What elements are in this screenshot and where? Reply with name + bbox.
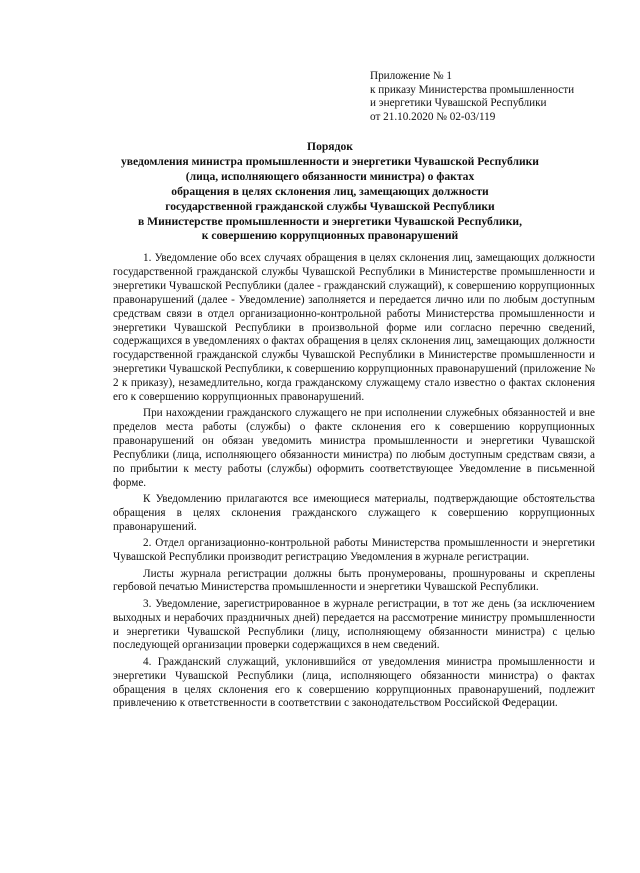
approval-line-order: к приказу Министерства промышленности [370, 83, 575, 96]
approval-line-ministry: и энергетики Чувашской Республики [370, 97, 547, 110]
title-line: уведомления министра промышленности и энергетики Чувашской Республики [121, 154, 539, 168]
title-line: Порядок [307, 140, 353, 153]
title-line: государственной гражданской службы Чувашской Республики [165, 199, 495, 213]
paragraph-1: 1. Уведомление обо всех случаях обращения в целях склонения лиц, замещающих должности государственной гражданской службы Чувашской Республики в Министерстве промышленности и энергетики Чувашской Республики (далее - гражданский служащий), к совершению коррупционных правонарушений (далее - Уведомление) заполняется и передается лично или по любым доступным средствам связи в отдел организационно-контрольной работы Министерства промышленности и энергетики Чувашской Республики в произвольной форме или согласно перечню сведений, содержащихся в уведомлениях о фактах обращения в целях склонения лиц, замещающих должности государственной гражданской службы Чувашской Республики в Министерстве промышленности и энергетики Чувашской Республики, к совершению коррупционных правонарушений (приложение № 2 к приказу), незамедлительно, когда гражданскому служащему стало известно о фактах склонения его к совершению коррупционных правонарушений. [113, 252, 595, 404]
approval-line-appendix: Приложение № 1 [370, 70, 452, 82]
paragraph-1-attachments: К Уведомлению прилагаются все имеющиеся материалы, подтверждающие обстоятельства обращения в целях склонения гражданского служащего к совершению коррупционных правонарушений. [113, 493, 595, 533]
approval-line-date: от 21.10.2020 № 02-03/119 [370, 110, 496, 123]
paragraph-2-journal: Листы журнала регистрации должны быть пронумерованы, прошнурованы и скреплены гербовой печатью Министерства промышленности и энергетики Чувашской Республики. [113, 567, 595, 594]
title-line: в Министерстве промышленности и энергетики Чувашской Республики, [138, 214, 522, 228]
paragraph-4: 4. Гражданский служащий, уклонившийся от уведомления министра промышленности и энергетики Чувашской Республики (лица, исполняющего обязанности министра) о фактах обращения в целях склонения его к совершению коррупционных правонарушений, подлежит привлечению к ответственности в соответствии с законодательством Российской Федерации. [113, 655, 595, 710]
approval-block [370, 70, 632, 124]
document-body [113, 252, 595, 714]
title-line: (лица, исполняющего обязанности министра) о фактах [185, 169, 475, 183]
paragraph-1-outside-duty: При нахождении гражданского служащего не при исполнении служебных обязанностей и вне пределов места работы (службы) о факте склонения его к совершению коррупционных правонарушений он обязан уведомить министра промышленности и энергетики Чувашской Республики (лица, исполняющего обязанности министра) по любым доступным средствам связи, а по прибытии к месту работы (службы) оформить соответствующее Уведомление в письменной форме. [113, 407, 595, 489]
title-line: обращения в целях склонения лиц, замещающих должности [171, 184, 489, 198]
title-line: к совершению коррупционных правонарушений [201, 229, 459, 243]
paragraph-2: 2. Отдел организационно-контрольной работы Министерства промышленности и энергетики Чувашской Республики производит регистрацию Уведомления в журнале регистрации. [113, 537, 595, 564]
document-title [100, 140, 560, 244]
paragraph-3: 3. Уведомление, зарегистрированное в журнале регистрации, в тот же день (за исключением выходных и нерабочих праздничных дней) передается на рассмотрение министру промышленности и энергетики Чувашской Республики (лицу, исполняющему обязанности министра) с целью последующей организации проверки содержащихся в нем сведений. [113, 597, 595, 652]
